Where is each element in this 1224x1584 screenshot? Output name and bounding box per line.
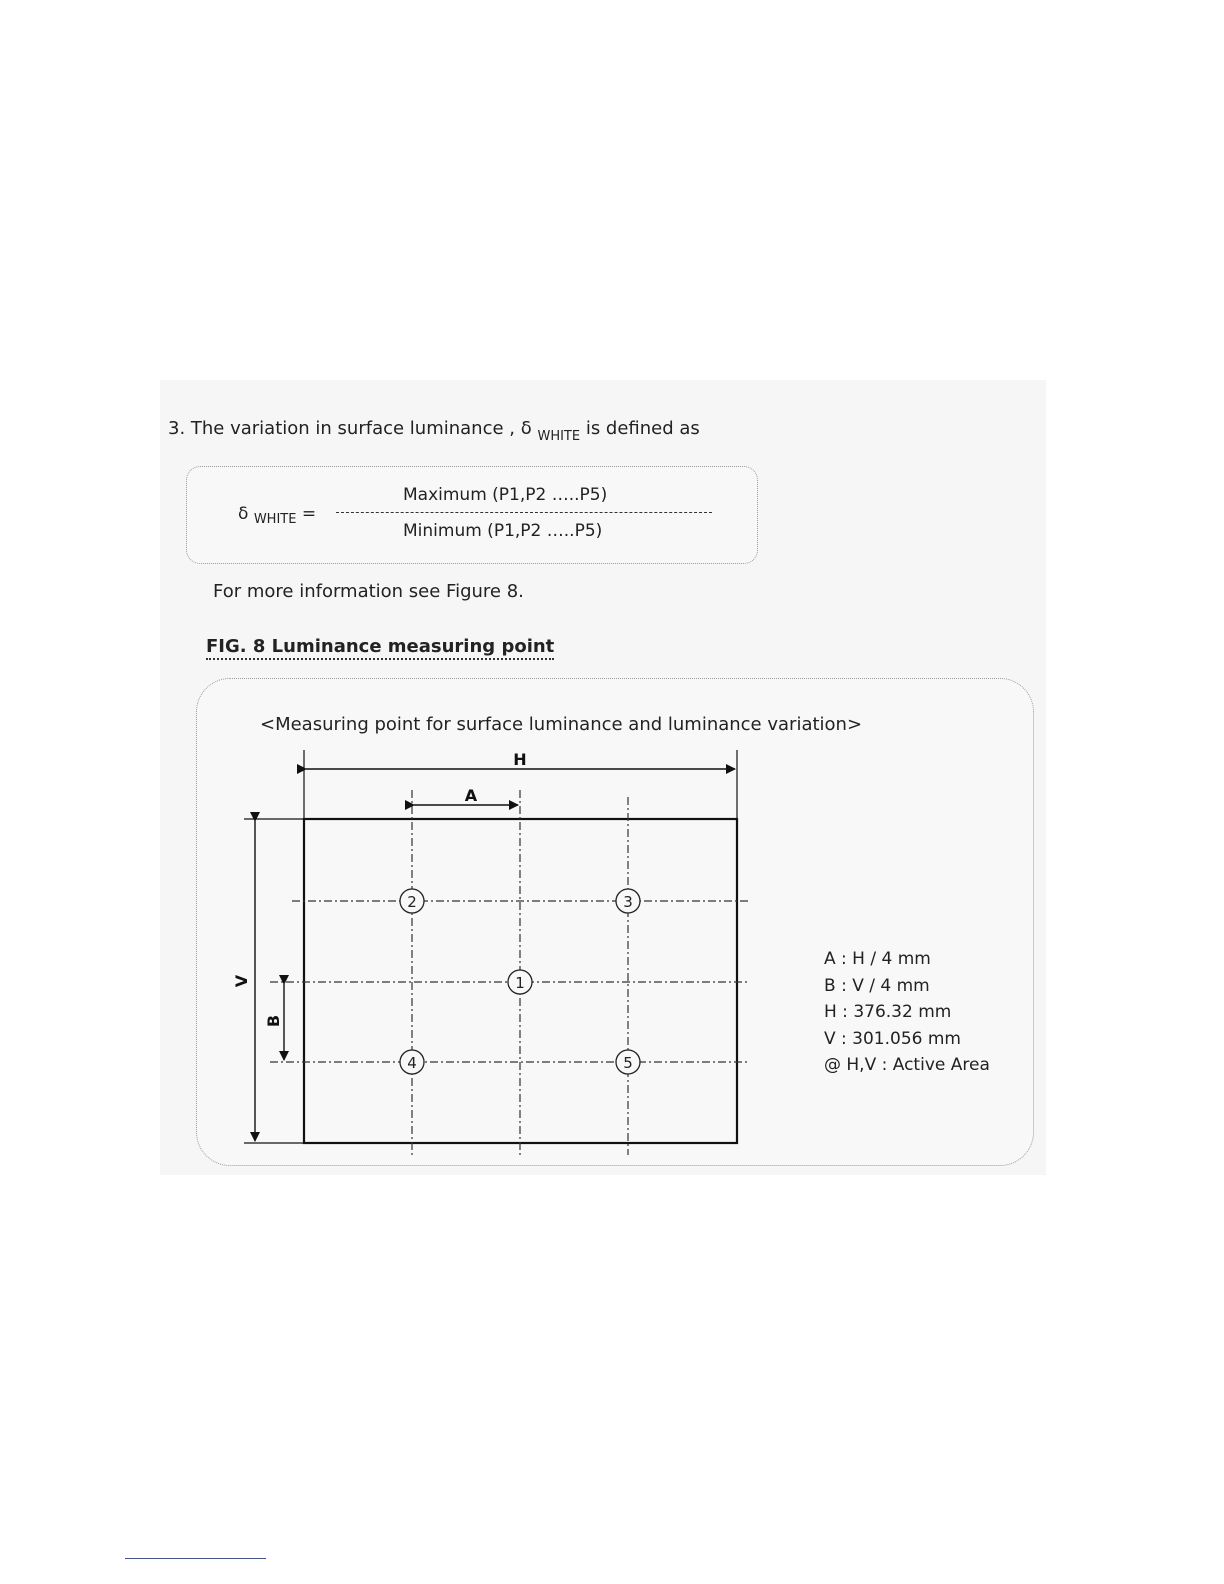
formula-equals: =: [301, 504, 317, 524]
formula-numerator: Maximum (P1,P2 …..P5): [403, 485, 608, 505]
figure-caption: <Measuring point for surface luminance and luminance variation>: [260, 714, 863, 735]
point-1-label: 1: [515, 974, 525, 992]
measuring-point-5: [616, 1050, 640, 1074]
measuring-point-4: [400, 1050, 424, 1074]
legend-a: A : H / 4 mm: [824, 949, 931, 969]
legend-active-area: @ H,V : Active Area: [824, 1055, 990, 1075]
point-4-label: 4: [407, 1054, 417, 1072]
measuring-point-2: [400, 889, 424, 913]
a-label: A: [464, 786, 478, 805]
formula-delta: δ: [238, 504, 249, 524]
intro-subscript: WHITE: [537, 429, 581, 444]
intro-prefix: 3. The variation in surface luminance , δ: [168, 418, 532, 439]
figure-reference-note: For more information see Figure 8.: [213, 581, 524, 602]
point-5-label: 5: [623, 1054, 633, 1072]
formula-lhs-subscript: WHITE: [253, 512, 297, 527]
v-label: V: [232, 974, 251, 988]
figure-title: FIG. 8 Luminance measuring point: [206, 636, 554, 660]
point-2-label: 2: [407, 893, 417, 911]
measuring-point-1: [508, 970, 532, 994]
b-label: B: [264, 1014, 283, 1028]
measuring-point-3: [616, 889, 640, 913]
legend-b: B : V / 4 mm: [824, 976, 930, 996]
footnote-rule: [125, 1558, 266, 1559]
formula-denominator: Minimum (P1,P2 …..P5): [403, 521, 603, 541]
legend-h: H : 376.32 mm: [824, 1002, 952, 1022]
legend-v: V : 301.056 mm: [824, 1029, 961, 1049]
h-label: H: [513, 750, 527, 769]
point-3-label: 3: [623, 893, 633, 911]
intro-suffix: is defined as: [585, 418, 700, 439]
